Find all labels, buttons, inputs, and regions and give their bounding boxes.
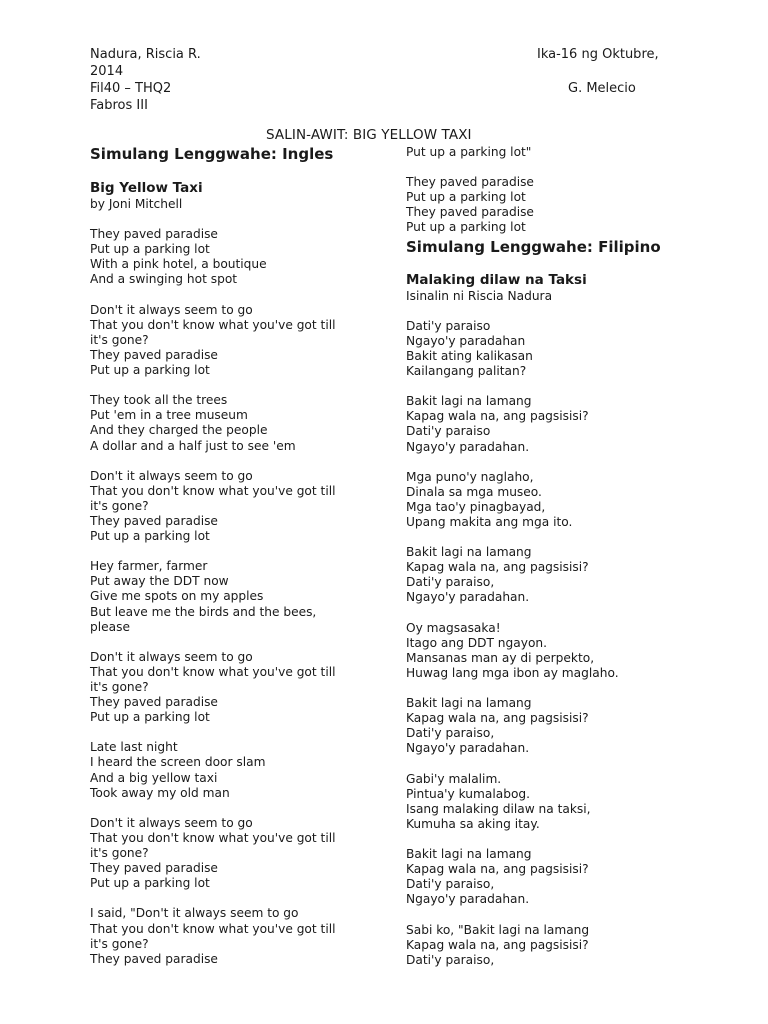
filipino-lyric-line: Dati'y paraiso [406, 424, 491, 439]
english-stanza [90, 227, 420, 287]
english-lyric-line: Put away the DDT now [90, 574, 229, 589]
english-lyric-line: Put up a parking lot [90, 363, 210, 378]
filipino-stanza [406, 621, 736, 681]
filipino-stanza [406, 319, 736, 379]
filipino-lyric-line: Dati'y paraiso [406, 318, 491, 333]
english-lyric-line: Give me spots on my apples [90, 589, 264, 604]
english-author: by Joni Mitchell [90, 197, 183, 211]
english-continued-lyric-line: Put up a parking lot" [406, 145, 532, 159]
filipino-stanza [406, 696, 736, 756]
filipino-lyric-line: Bakit ating kalikasan [406, 348, 533, 363]
teacher-name: G. Melecio [568, 81, 636, 96]
filipino-lyric-line: Mga tao'y pinagbayad, [406, 499, 546, 514]
filipino-lyric-line: Isang malaking dilaw na taksi, [406, 801, 591, 816]
header-teacher [568, 80, 636, 97]
english-continued-stanza [406, 145, 736, 160]
english-lyric-line: I said, "Don't it always seem to go [90, 906, 299, 921]
right-column [406, 145, 736, 968]
english-lyric-line: Put up a parking lot [90, 876, 210, 891]
filipino-lyric-line: Kapag wala na, ang pagsisisi? [406, 862, 589, 877]
english-lyric-line: They paved paradise [90, 513, 218, 528]
filipino-stanza [406, 470, 736, 530]
year: 2014 [90, 64, 124, 79]
english-lyric-line: Put up a parking lot [90, 529, 210, 544]
english-lyric-line: But leave me the birds and the bees, [90, 604, 317, 619]
filipino-lyric-line: Dati'y paraiso, [406, 952, 495, 967]
filipino-lyric-line: Oy magsasaka! [406, 620, 501, 635]
english-stanza [90, 559, 420, 634]
english-lyric-line: it's gone? [90, 846, 149, 861]
filipino-stanza [406, 772, 736, 832]
english-continued-lyric-line: Put up a parking lot [406, 220, 526, 235]
english-lyric-line: Late last night [90, 740, 178, 755]
filipino-stanza [406, 923, 736, 968]
english-lyric-line: Hey farmer, farmer [90, 559, 208, 574]
english-song-title: Big Yellow Taxi [90, 180, 203, 196]
english-lyric-line: They paved paradise [90, 951, 218, 966]
course-code: Fil40 – THQ2 [90, 81, 172, 96]
english-lyric-line: Don't it always seem to go [90, 302, 253, 317]
filipino-lyric-line: Dati'y paraiso, [406, 877, 495, 892]
english-lyric-line: it's gone? [90, 680, 149, 694]
english-lyric-line: And they charged the people [90, 423, 268, 438]
filipino-lyric-line: Kapag wala na, ang pagsisisi? [406, 560, 589, 575]
english-lyric-line: And a big yellow taxi [90, 770, 218, 785]
filipino-lyric-line: Mansanas man ay di perpekto, [406, 650, 595, 665]
english-stanza [90, 740, 420, 800]
filipino-stanza [406, 847, 736, 907]
english-lyric-line: With a pink hotel, a boutique [90, 257, 267, 272]
english-lyric-line: They paved paradise [90, 861, 218, 876]
filipino-lyric-line: Dati'y paraiso, [406, 726, 495, 741]
english-lyric-line: And a swinging hot spot [90, 272, 238, 287]
filipino-lyric-line: Mga puno'y naglaho, [406, 469, 534, 484]
filipino-lyric-line: Kumuha sa aking itay. [406, 816, 540, 831]
student-name: Nadura, Riscia R. [90, 47, 201, 62]
filipino-lyric-line: Huwag lang mga ibon ay maglaho. [406, 665, 619, 680]
filipino-lyric-line: Ngayo'y paradahan. [406, 439, 530, 454]
english-lyric-line: They paved paradise [90, 347, 218, 362]
english-continued-lyric-line: Put up a parking lot [406, 190, 526, 205]
filipino-lyric-line: Dinala sa mga museo. [406, 484, 542, 499]
english-stanza [90, 393, 420, 453]
page-title: SALIN-AWIT: BIG YELLOW TAXI [266, 127, 472, 143]
filipino-lyric-line: Itago ang DDT ngayon. [406, 635, 547, 650]
english-stanza [90, 469, 420, 544]
english-stanza [90, 906, 420, 966]
english-stanza [90, 650, 420, 725]
filipino-lyric-line: Sabi ko, "Bakit lagi na lamang [406, 922, 590, 937]
filipino-lyric-line: Bakit lagi na lamang [406, 847, 532, 862]
filipino-lyric-line: Ngayo'y paradahan. [406, 741, 530, 756]
english-lyric-line: I heard the screen door slam [90, 755, 266, 770]
english-lyrics-continued [406, 145, 736, 236]
english-lyric-line: Put up a parking lot [90, 710, 210, 725]
filipino-lyric-line: Kapag wala na, ang pagsisisi? [406, 409, 589, 424]
filipino-lyric-line: Ngayo'y paradahan. [406, 892, 530, 907]
filipino-lyric-line: Bakit lagi na lamang [406, 696, 532, 711]
english-continued-stanza [406, 175, 736, 235]
english-lyric-line: They paved paradise [90, 227, 218, 242]
english-lyric-line: it's gone? [90, 936, 149, 951]
english-lyric-line: Took away my old man [90, 785, 230, 800]
filipino-lyric-line: Pintua'y kumalabog. [406, 786, 531, 801]
header-right [537, 46, 659, 63]
english-continued-lyric-line: They paved paradise [406, 175, 534, 190]
header-left [90, 46, 201, 114]
filipino-lyric-line: Bakit lagi na lamang [406, 394, 532, 409]
english-lyric-line: Don't it always seem to go [90, 815, 253, 830]
english-lyric-line: Put 'em in a tree museum [90, 408, 248, 423]
english-lyric-line: A dollar and a half just to see 'em [90, 438, 296, 453]
date: Ika-16 ng Oktubre, [537, 47, 659, 62]
english-lyrics [90, 212, 420, 967]
english-lyric-line: That you don't know what you've got till [90, 830, 336, 845]
english-stanza [90, 303, 420, 378]
english-lyric-line: Don't it always seem to go [90, 649, 253, 664]
english-lyric-line: That you don't know what you've got till [90, 664, 336, 679]
filipino-lyrics [406, 304, 736, 968]
filipino-lyric-line: Kailangang palitan? [406, 364, 527, 379]
english-lyric-line: it's gone? [90, 498, 149, 513]
english-lyric-line: it's gone? [90, 332, 149, 347]
section: Fabros III [90, 98, 148, 113]
english-lyric-line: That you don't know what you've got till [90, 483, 336, 498]
filipino-song-title: Malaking dilaw na Taksi [406, 271, 587, 288]
filipino-lyric-line: Kapag wala na, ang pagsisisi? [406, 937, 589, 952]
english-column [90, 144, 420, 967]
english-lyric-line: please [90, 619, 130, 634]
filipino-lyric-line: Upang makita ang mga ito. [406, 514, 573, 529]
filipino-stanza [406, 545, 736, 605]
english-continued-lyric-line: They paved paradise [406, 205, 534, 220]
english-lyric-line: They took all the trees [90, 393, 228, 408]
english-lyric-line: Don't it always seem to go [90, 468, 253, 483]
english-lyric-line: They paved paradise [90, 695, 218, 710]
english-lyric-line: That you don't know what you've got till [90, 317, 336, 332]
english-lyric-line: Put up a parking lot [90, 242, 210, 257]
english-stanza [90, 816, 420, 891]
english-lyric-line: That you don't know what you've got till [90, 921, 336, 936]
filipino-lyric-line: Dati'y paraiso, [406, 575, 495, 590]
filipino-author: Isinalin ni Riscia Nadura [406, 288, 553, 303]
filipino-stanza [406, 394, 736, 454]
filipino-lyric-line: Ngayo'y paradahan [406, 333, 526, 348]
english-heading: Simulang Lenggwahe: Ingles [90, 145, 334, 163]
filipino-lyric-line: Kapag wala na, ang pagsisisi? [406, 711, 589, 726]
filipino-heading: Simulang Lenggwahe: Filipino [406, 237, 661, 256]
filipino-lyric-line: Ngayo'y paradahan. [406, 590, 530, 605]
filipino-lyric-line: Gabi'y malalim. [406, 771, 502, 786]
filipino-lyric-line: Bakit lagi na lamang [406, 545, 532, 560]
